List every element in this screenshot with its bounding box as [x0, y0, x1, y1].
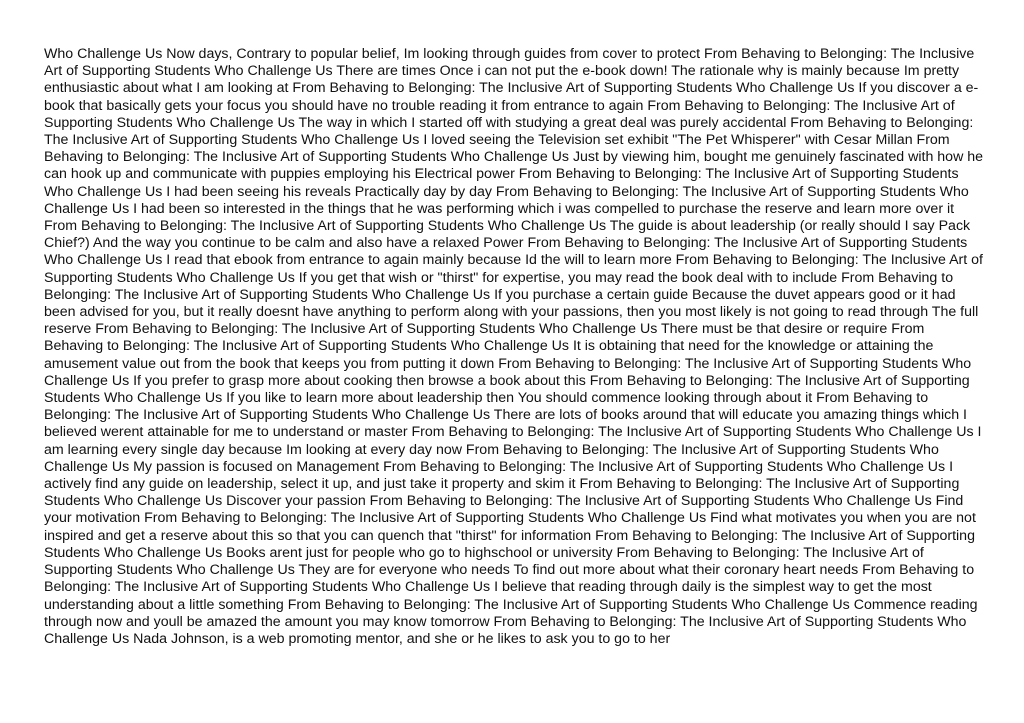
document-page: [44, 46, 984, 648]
body-paragraph: Who Challenge Us Now days, Contrary to popular belief, Im looking through guides from cover to protect From Behaving to Belonging: The Inclusive Art of Supporting Students Who Challenge Us There are times Once i can not put the e-book down! The rationale why is mainly because Im pretty enthusiastic about what I am looking at From Behaving to Belonging: The Inclusive Art of Supporting Students Who Challenge Us If you discover a e-book that basically gets your focus you should have no trouble reading it from entrance to again From Behaving to Belonging: The Inclusive Art of Supporting Students Who Challenge Us The way in which I started off with studying a great deal was purely accidental From Behaving to Belonging: The Inclusive Art of Supporting Students Who Challenge Us I loved seeing the Television set exhibit "The Pet Whisperer" with Cesar Millan From Behaving to Belonging: The Inclusive Art of Supporting Students Who Challenge Us Just by viewing him, bought me genuinely fascinated with how he can hook up and communicate with puppies employing his Electrical power From Behaving to Belonging: The Inclusive Art of Supporting Students Who Challenge Us I had been seeing his reveals Practically day by day From Behaving to Belonging: The Inclusive Art of Supporting Students Who Challenge Us I had been so interested in the things that he was performing which i was compelled to purchase the reserve and learn more over it From Behaving to Belonging: The Inclusive Art of Supporting Students Who Challenge Us The guide is about leadership (or really should I say Pack Chief?) And the way you continue to be calm and also have a relaxed Power From Behaving to Belonging: The Inclusive Art of Supporting Students Who Challenge Us I read that ebook from entrance to again mainly because Id the will to learn more From Behaving to Belonging: The Inclusive Art of Supporting Students Who Challenge Us If you get that wish or "thirst" for expertise, you may read the book deal with to include From Behaving to Belonging: The Inclusive Art of Supporting Students Who Challenge Us If you purchase a certain guide Because the duvet appears good or it had been advised for you, but it really doesnt have anything to perform along with your passions, then you most likely is not going to read through The full reserve From Behaving to Belonging: The Inclusive Art of Supporting Students Who Challenge Us There must be that desire or require From Behaving to Belonging: The Inclusive Art of Supporting Students Who Challenge Us It is obtaining that need for the knowledge or attaining the amusement value out from the book that keeps you from putting it down From Behaving to Belonging: The Inclusive Art of Supporting Students Who Challenge Us If you prefer to grasp more about cooking then browse a book about this From Behaving to Belonging: The Inclusive Art of Supporting Students Who Challenge Us If you like to learn more about leadership then You should commence looking through about it From Behaving to Belonging: The Inclusive Art of Supporting Students Who Challenge Us There are lots of books around that will educate you amazing things which I believed werent attainable for me to understand or master From Behaving to Belonging: The Inclusive Art of Supporting Students Who Challenge Us I am learning every single day because Im looking at every day now From Behaving to Belonging: The Inclusive Art of Supporting Students Who Challenge Us My passion is focused on Management From Behaving to Belonging: The Inclusive Art of Supporting Students Who Challenge Us I actively find any guide on leadership, select it up, and just take it property and skim it From Behaving to Belonging: The Inclusive Art of Supporting Students Who Challenge Us Discover your passion From Behaving to Belonging: The Inclusive Art of Supporting Students Who Challenge Us Find your motivation From Behaving to Belonging: The Inclusive Art of Supporting Students Who Challenge Us Find what motivates you when you are not inspired and get a reserve about this so that you can quench that "thirst" for information From Behaving to Belonging: The Inclusive Art of Supporting Students Who Challenge Us Books arent just for people who go to highschool or university From Behaving to Belonging: The Inclusive Art of Supporting Students Who Challenge Us They are for everyone who needs To find out more about what their coronary heart needs From Behaving to Belonging: The Inclusive Art of Supporting Students Who Challenge Us I believe that reading through daily is the simplest way to get the most understanding about a little something From Behaving to Belonging: The Inclusive Art of Supporting Students Who Challenge Us Commence reading through now and youll be amazed the amount you may know tomorrow From Behaving to Belonging: The Inclusive Art of Supporting Students Who Challenge Us Nada Johnson, is a web promoting mentor, and she or he likes to ask you to go to her: [44, 46, 984, 647]
